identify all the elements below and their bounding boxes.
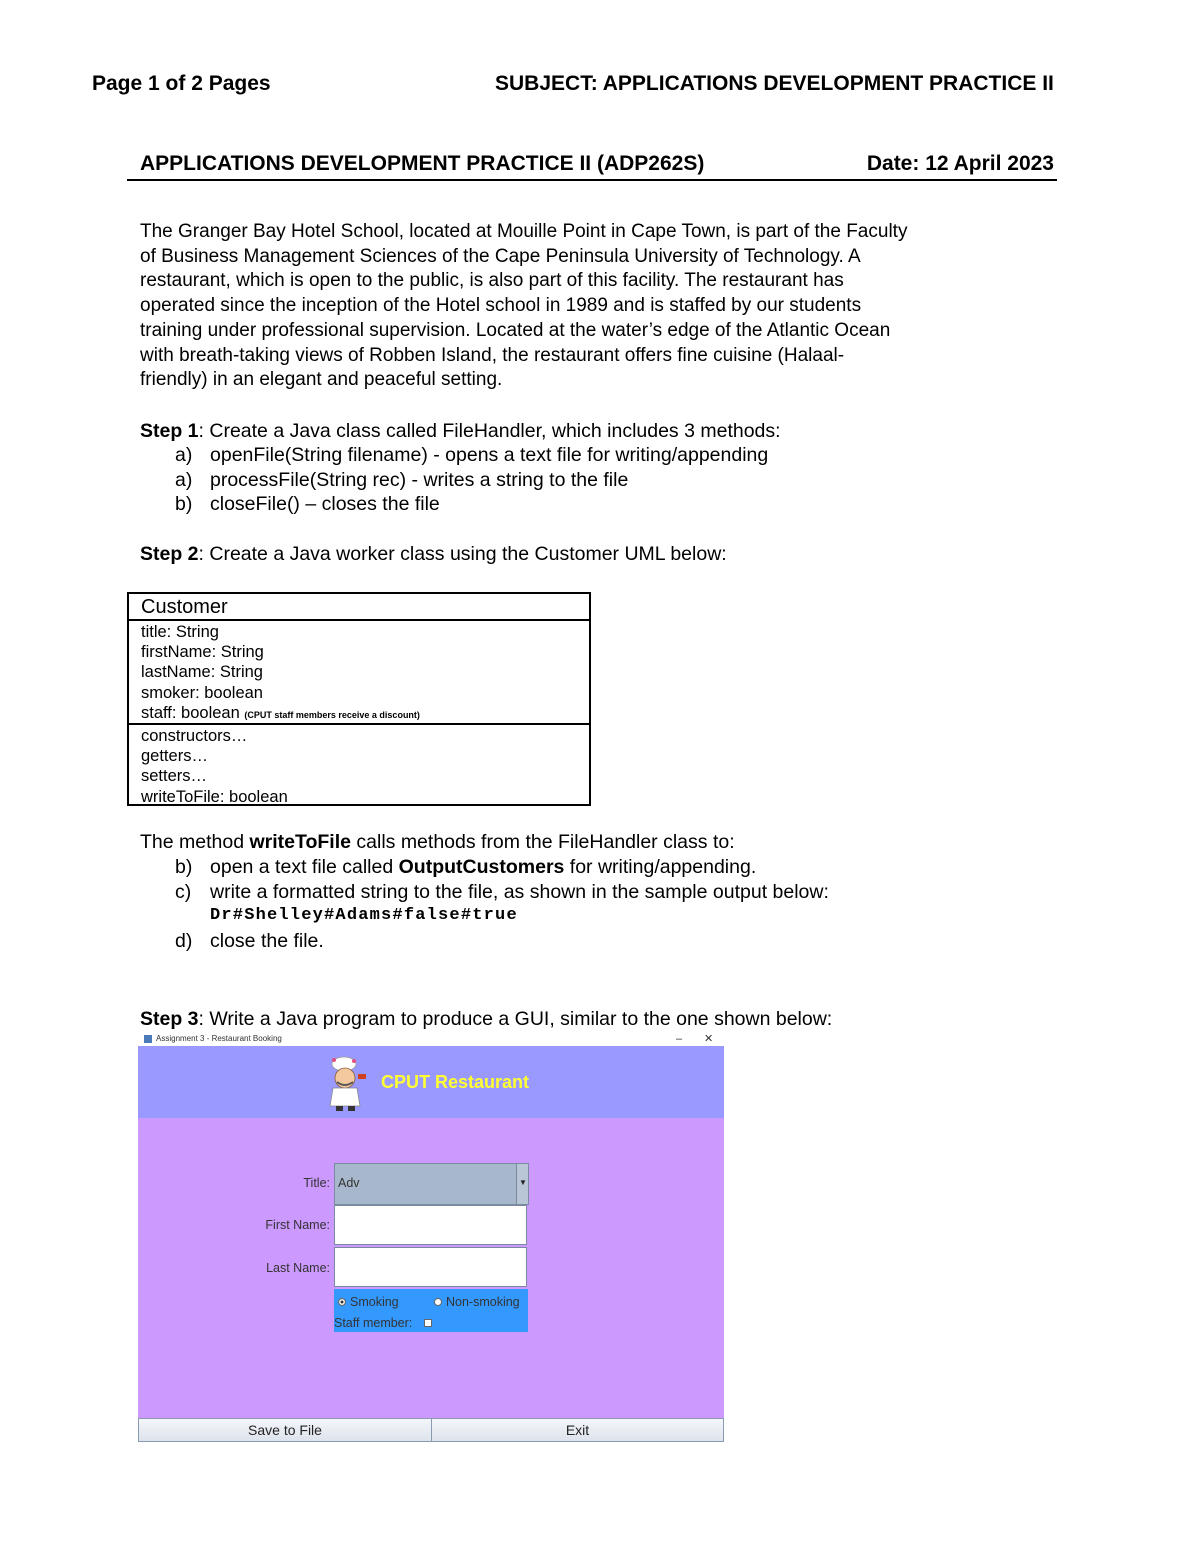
step1-list xyxy=(175,443,768,517)
intro-line: restaurant, which is open to the public, is also part of this facility. The restaurant has xyxy=(140,270,844,292)
restaurant-banner xyxy=(138,1046,724,1118)
staff-member-label: Staff member: xyxy=(334,1316,413,1330)
list-item xyxy=(175,855,829,880)
smoking-label: Smoking xyxy=(350,1295,399,1309)
sample-output: Dr#Shelley#Adams#false#true xyxy=(210,906,518,926)
method-desc-post: calls methods from the FileHandler class to: xyxy=(350,831,735,853)
window-titlebar xyxy=(138,1032,724,1046)
title-combobox-value: Adv xyxy=(338,1176,360,1190)
intro-line: friendly) in an elegant and peaceful setting. xyxy=(140,369,503,391)
banner-title: CPUT Restaurant xyxy=(381,1072,530,1092)
list-item xyxy=(175,443,768,468)
list-text xyxy=(210,855,756,880)
window-title: Assignment 3 - Restaurant Booking xyxy=(156,1034,282,1043)
first-name-label: First Name: xyxy=(265,1218,330,1232)
first-name-field[interactable] xyxy=(334,1205,527,1245)
list-marker-spacer xyxy=(175,904,210,929)
method-description xyxy=(140,830,735,855)
list-item xyxy=(175,929,829,954)
list-marker: b) xyxy=(175,856,193,878)
uml-attributes xyxy=(129,621,589,725)
method-desc-pre: The method xyxy=(140,831,250,853)
save-to-file-button[interactable]: Save to File xyxy=(138,1418,432,1442)
list-text: closeFile() – closes the file xyxy=(210,493,440,516)
chevron-down-icon[interactable]: ▼ xyxy=(516,1164,528,1204)
intro-line: training under professional supervision. Located at the water’s edge of the Atlantic Ocean xyxy=(140,319,891,341)
intro-line: The Granger Bay Hotel School, located at Mouille Point in Cape Town, is part of the Faculty xyxy=(140,221,908,242)
title-combobox[interactable] xyxy=(334,1163,529,1205)
step2-label: Step 2 xyxy=(140,543,199,565)
list-marker: b) xyxy=(175,493,193,516)
list-item xyxy=(175,492,768,517)
document-title xyxy=(140,152,1054,176)
list-marker: d) xyxy=(175,930,193,953)
uml-staff-note: (CPUT staff members receive a discount) xyxy=(244,709,420,720)
course-title: APPLICATIONS DEVELOPMENT PRACTICE II (ADP262S) xyxy=(140,152,705,175)
list-item xyxy=(175,904,829,929)
uml-methods xyxy=(129,725,589,807)
title-underline xyxy=(127,179,1057,181)
minimize-icon[interactable]: – xyxy=(676,1033,683,1045)
intro-line: of Business Management Sciences of the Cape Peninsula University of Technology. A xyxy=(140,245,861,267)
uml-attribute: title: String xyxy=(141,623,219,641)
step3-text: : Write a Java program to produce a GUI, similar to the one shown below: xyxy=(198,1008,833,1030)
step2-text: : Create a Java worker class using the Customer UML below: xyxy=(198,543,727,565)
intro-paragraph xyxy=(140,220,1040,393)
document-date: Date: 12 April 2023 xyxy=(866,152,1054,175)
intro-line: with breath-taking views of Robben Island, the restaurant offers fine cuisine (Halaal- xyxy=(140,344,845,366)
uml-attribute xyxy=(141,703,589,725)
close-icon[interactable]: ✕ xyxy=(704,1033,714,1045)
step3-heading xyxy=(140,1007,832,1032)
list-text-post: for writing/appending. xyxy=(564,856,757,878)
method-steps-list xyxy=(175,855,829,954)
chef-logo-icon xyxy=(324,1056,368,1112)
list-text: processFile(String rec) - writes a string to the file xyxy=(210,468,629,491)
uml-class-name: Customer xyxy=(129,594,589,621)
staff-member-checkbox[interactable] xyxy=(424,1319,432,1327)
uml-method: writeToFile: boolean xyxy=(141,787,288,806)
uml-attribute: firstName: String xyxy=(141,643,264,662)
step1-label: Step 1 xyxy=(140,420,199,442)
non-smoking-radio[interactable] xyxy=(434,1295,520,1309)
output-file-name: OutputCustomers xyxy=(398,856,565,878)
list-text-pre: open a text file called xyxy=(210,856,399,878)
window-icon xyxy=(144,1035,152,1043)
subject-heading: SUBJECT: APPLICATIONS DEVELOPMENT PRACTICE II xyxy=(495,72,1054,95)
list-marker: c) xyxy=(175,880,192,903)
exit-button[interactable]: Exit xyxy=(431,1418,724,1442)
uml-attribute: smoker: boolean xyxy=(141,683,263,702)
uml-staff-attribute: staff: boolean xyxy=(141,703,240,722)
list-text: openFile(String filename) - opens a text file for writing/appending xyxy=(210,444,769,466)
options-panel xyxy=(334,1289,528,1332)
step1-text: : Create a Java class called FileHandler, which includes 3 methods: xyxy=(198,420,781,442)
uml-method: setters… xyxy=(141,767,208,786)
step1-heading xyxy=(140,419,781,444)
gui-window xyxy=(138,1032,724,1443)
booking-form xyxy=(138,1118,724,1418)
title-label: Title: xyxy=(303,1176,330,1190)
step3-label: Step 3 xyxy=(140,1008,199,1030)
list-item xyxy=(175,468,768,493)
uml-method: getters… xyxy=(141,747,208,766)
step2-heading xyxy=(140,542,727,567)
page-number: Page 1 of 2 Pages xyxy=(92,72,271,95)
uml-attribute: lastName: String xyxy=(141,663,263,682)
list-item xyxy=(175,880,829,905)
last-name-field[interactable] xyxy=(334,1247,527,1287)
uml-class-diagram xyxy=(127,592,591,806)
intro-line: operated since the inception of the Hotel school in 1989 and is staffed by our students xyxy=(140,295,862,317)
staff-member-row xyxy=(334,1316,432,1330)
method-name: writeToFile xyxy=(249,831,351,853)
list-text: close the file. xyxy=(210,930,324,953)
list-marker: a) xyxy=(175,444,193,466)
radio-unselected-icon xyxy=(434,1298,442,1306)
list-text: write a formatted string to the file, as shown in the sample output below: xyxy=(210,880,829,903)
list-marker: a) xyxy=(175,468,193,491)
non-smoking-label: Non-smoking xyxy=(446,1295,520,1309)
smoking-radio[interactable] xyxy=(338,1295,399,1309)
last-name-label: Last Name: xyxy=(266,1261,330,1275)
radio-selected-icon xyxy=(338,1298,346,1306)
uml-method: constructors… xyxy=(141,727,248,745)
